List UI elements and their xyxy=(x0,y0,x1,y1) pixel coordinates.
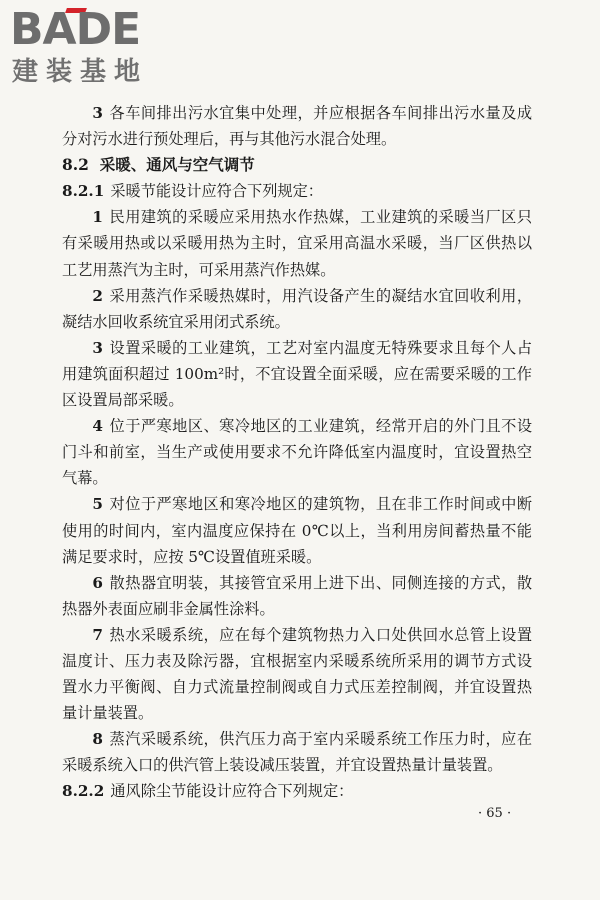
list-item xyxy=(62,283,532,335)
item-text: 蒸汽采暖系统，供汽压力高于室内采暖系统工作压力时，应在采暖系统入口的供汽管上装设减压装置，并宜设置热量计量装置。 xyxy=(62,730,532,775)
item-text: 热水采暖系统，应在每个建筑物热力入口处供回水总管上设置温度计、压力表及除污器，宜根据室内采暖系统所采用的调节方式设置水力平衡阀、自力式流量控制阀或自力式压差控制阀，并宜设置热量计量装置。 xyxy=(62,625,532,723)
item-number: 1 xyxy=(92,208,103,227)
item-text: 各车间排出污水宜集中处理，并应根据各车间排出污水量及成分对污水进行预处理后，再与其他污水混合处理。 xyxy=(62,104,532,149)
list-item xyxy=(62,570,532,622)
item-number: 4 xyxy=(92,417,103,436)
clause-number: 8.2.2 xyxy=(62,782,105,801)
list-item xyxy=(62,335,532,413)
list-item xyxy=(62,491,532,569)
document-body xyxy=(62,100,532,805)
item-number: 7 xyxy=(92,625,103,644)
item-text: 采用蒸汽作采暖热媒时，用汽设备产生的凝结水宜回收利用，凝结水回收系统宜采用闭式系统。 xyxy=(62,286,532,331)
list-item xyxy=(62,413,532,491)
item-number: 2 xyxy=(92,286,103,305)
list-item xyxy=(62,204,532,282)
logo-wordmark: BADE xyxy=(10,4,141,55)
list-item xyxy=(62,726,532,778)
item-text: 设置采暖的工业建筑，工艺对室内温度无特殊要求且每个人占用建筑面积超过 100m²时，不宜设置全面采暖，应在需要采暖的工作区设置局部采暖。 xyxy=(62,338,532,410)
clause-8-2-2 xyxy=(62,778,532,804)
logo-subtitle: 建装基地 xyxy=(12,57,149,87)
section-title: 采暖、通风与空气调节 xyxy=(99,155,255,175)
item-text: 位于严寒地区、寒冷地区的工业建筑，经常开启的外门且不设门斗和前室，当生产或使用要求不允许降低室内温度时，宜设置热空气幕。 xyxy=(62,417,532,488)
item-text: 对位于严寒地区和寒冷地区的建筑物，且在非工作时间或中断使用的时间内，室内温度应保持在 0℃以上，当利用房间蓄热量不能满足要求时，应按 5℃设置值班采暖。 xyxy=(62,495,532,566)
page-number: · 65 · xyxy=(478,806,512,821)
item-text: 民用建筑的采暖应采用热水作热媒，工业建筑的采暖当厂区只有采暖用热或以采暖用热为主时，宜采用高温水采暖，当厂区供热以工艺用蒸汽为主时，可采用蒸汽作热媒。 xyxy=(62,208,532,279)
section-heading xyxy=(62,152,532,178)
item-number: 3 xyxy=(92,338,103,357)
list-item xyxy=(62,622,532,726)
item-number: 8 xyxy=(92,730,103,749)
clause-number: 8.2.1 xyxy=(62,182,105,201)
item-number: 6 xyxy=(92,573,103,592)
item-number: 5 xyxy=(92,495,103,514)
clause-8-2-1 xyxy=(62,178,532,204)
clause-text: 通风除尘节能设计应符合下列规定： xyxy=(110,782,354,801)
item-text: 散热器宜明装，其接管宜采用上进下出、同侧连接的方式，散热器外表面应刷非金属性涂料。 xyxy=(62,573,532,618)
paragraph-item-3-prev xyxy=(62,100,532,152)
bade-logo xyxy=(6,4,176,90)
item-number: 3 xyxy=(92,104,103,122)
clause-text: 采暖节能设计应符合下列规定： xyxy=(110,182,323,201)
section-number: 8.2 xyxy=(62,155,89,175)
